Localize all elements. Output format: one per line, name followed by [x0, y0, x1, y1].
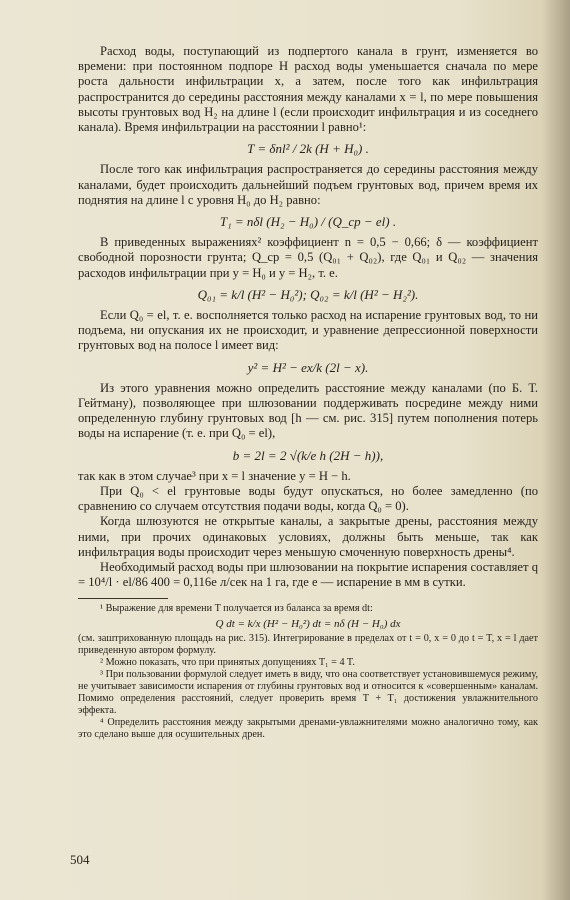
formula-y2: y² = H² − ex/k (2l − x).: [247, 359, 369, 375]
formula-b: b = 2l = 2 √(k/e h (2H − h)),: [232, 447, 384, 463]
paragraph: После того как инфильтрация распространяется до середины расстояния между каналами, будет происходить дальнейший подъем грунтовых вод, причем время их поднятия на длине l с уровня H₀ до H₂ равно:: [78, 162, 538, 207]
paragraph: так как в этом случае³ при x = l значение y = H − h.: [78, 468, 351, 483]
paragraph: Когда шлюзуются не открытые каналы, а закрытые дрены, расстояния между ними, при прочих одинаковых условиях, должны быть меньше, так как инфильтрация воды происходит через меньшую смоченную поверхность дрены⁴.: [78, 514, 538, 559]
paragraph: Расход воды, поступающий из подпертого канала в грунт, изменяется во времени: при постоянном подпоре H расход воды уменьшается сначала по мере роста дальности инфильтрации x, а затем, после того как инфильтрация распространится до середины расстояния между каналами x = l, по мере повышения высоты грунтовых вод H₂ на длине l (если происходит инфильтрация и из соседнего канала). Время инфильтрации на расстоянии l равно¹:: [78, 44, 538, 135]
footnote-3: ³ При пользовании формулой следует иметь в виду, что она соответствует установившемуся режиму, не учитывает зависимости испарения от глубины грунтовых вод и относится к «совершенным» каналам. Помимо определения расстояний, следует проверить время T + T₁ достижения увлажнительного эффекта.: [78, 668, 538, 716]
paragraph: В приведенных выражениях² коэффициент n = 0,5 − 0,66; δ — коэффициент свободной порозности грунта; Q_ср = 0,5 (Q₀₁ + Q₀₂), где Q₀₁ и Q₀₂ — значения расходов инфильтрации при y = H₀ и y = H₂, т. е.: [78, 235, 538, 280]
paragraph: Из этого уравнения можно определить расстояние между каналами (по Б. Т. Гейтману), позволяющее при шлюзовании поддерживать посредине между ними определенную глубину грунтовых вод [h — см. рис. 315] путем пополнения потерь воды на испарение (т. е. при Q₀ = el),: [78, 380, 538, 441]
footnote-1: ¹ Выражение для времени T получается из баланса за время dt:: [100, 602, 373, 614]
footnote-2: ² Можно показать, что при принятых допущениях T₁ = 4 T.: [100, 656, 355, 668]
footnote-divider: [78, 598, 168, 599]
footnote-formula: Q dt = k/x (H² − H₀²) dt = nδ (H − H₀) dx: [215, 617, 401, 630]
main-text: [78, 44, 538, 741]
footnote-4: ⁴ Определить расстояния между закрытыми дренами-увлажнителями можно аналогично тому, как это сделано выше для осушительных дрен.: [78, 716, 538, 740]
page-number: 504: [70, 852, 90, 867]
paragraph: Если Q₀ = el, т. е. восполняется только расход на испарение грунтовых вод, то ни подъема, ни опускания их не происходит, и уравнение депрессионной поверхности грунтовых вод на полосе l имеет вид:: [78, 308, 538, 353]
formula-T1: T₁ = nδl (H₂ − H₀) / (Q_ср − el) .: [219, 214, 397, 230]
formula-T: T = δnl² / 2k (H + H₀) .: [247, 141, 369, 157]
footnotes: [78, 603, 538, 741]
paragraph: При Q₀ < el грунтовые воды будут опускаться, но более замедленно (по сравнению со случаем отсутствия подачи воды, когда Q₀ = 0).: [78, 484, 538, 514]
formula-Q01-Q02: Q₀₁ = k/l (H² − H₀²); Q₀₂ = k/l (H² − H₂²).: [197, 286, 419, 302]
footnote-1-continued: (см. заштрихованную площадь на рис. 315). Интегрирование в пределах от t = 0, x = 0 до t = T, x = l дает приведенную автором формулу.: [78, 632, 538, 656]
paragraph: Необходимый расход воды при шлюзовании на покрытие испарения составляет q = 10⁴/l · el/86 400 = 0,116e л/сек на 1 га, где e — испарение в мм в сутки.: [78, 560, 538, 590]
